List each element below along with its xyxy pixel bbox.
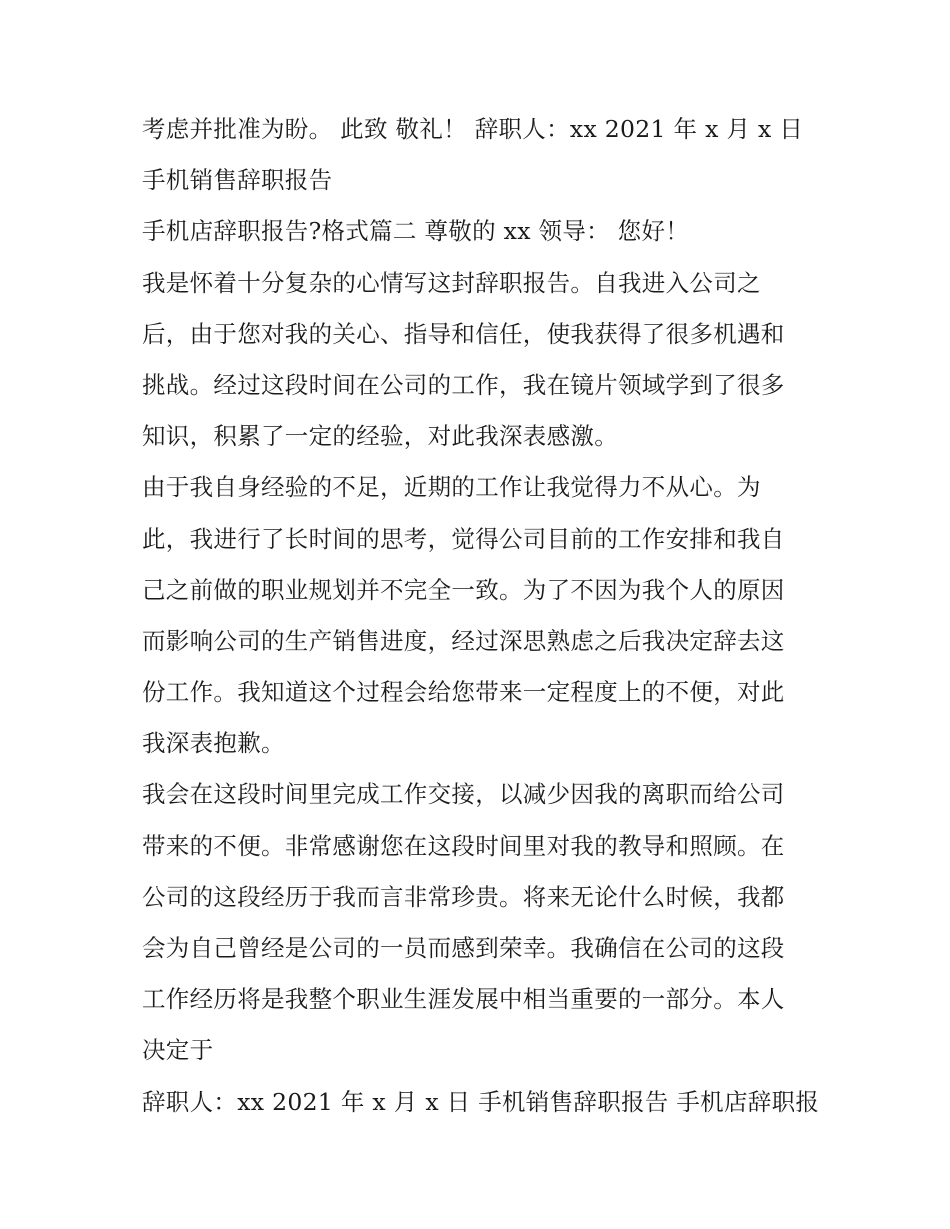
text-line: 份工作。我知道这个过程会给您带来一定程度上的不便，对此 [142, 678, 785, 707]
text-line: 此，我进行了长时间的思考，觉得公司目前的工作安排和我自 [142, 524, 785, 553]
text-line: 手机销售辞职报告 [142, 166, 333, 195]
text-line: 我深表抱歉。 [142, 729, 285, 758]
text-line: 辞职人：xx 2021 年 x 月 x 日 手机销售辞职报告 手机店辞职报 [142, 1087, 820, 1116]
text-line: 公司的这段经历于我而言非常珍贵。将来无论什么时候，我都 [142, 882, 785, 911]
text-line: 而影响公司的生产销售进度，经过深思熟虑之后我决定辞去这 [142, 626, 785, 655]
text-line: 我是怀着十分复杂的心情写这封辞职报告。自我进入公司之 [142, 268, 761, 297]
text-line: 工作经历将是我整个职业生涯发展中相当重要的一部分。本人 [142, 985, 785, 1014]
text-line: 带来的不便。非常感谢您在这段时间里对我的教导和照顾。在 [142, 831, 785, 860]
text-line: 挑战。经过这段时间在公司的工作，我在镜片领域学到了很多 [142, 370, 785, 399]
text-line: 后，由于您对我的关心、指导和信任，使我获得了很多机遇和 [142, 319, 785, 348]
text-line: 考虑并批准为盼。 此致 敬礼！ 辞职人：xx 2021 年 x 月 x 日 [142, 115, 804, 143]
text-line: 我会在这段时间里完成工作交接，以减少因我的离职而给公司 [142, 780, 785, 809]
text-line: 知识，积累了一定的经验，对此我深表感激。 [142, 422, 618, 451]
text-line: 由于我自身经验的不足，近期的工作让我觉得力不从心。为 [142, 473, 761, 502]
text-line: 手机店辞职报告?格式篇二 尊敬的 xx 领导： 您好！ [142, 217, 690, 246]
text-line: 决定于 [142, 1036, 214, 1065]
text-line: 己之前做的职业规划并不完全一致。为了不因为我个人的原因 [142, 575, 785, 604]
document-body [142, 104, 820, 1128]
text-line: 会为自己曾经是公司的一员而感到荣幸。我确信在公司的这段 [142, 934, 785, 962]
